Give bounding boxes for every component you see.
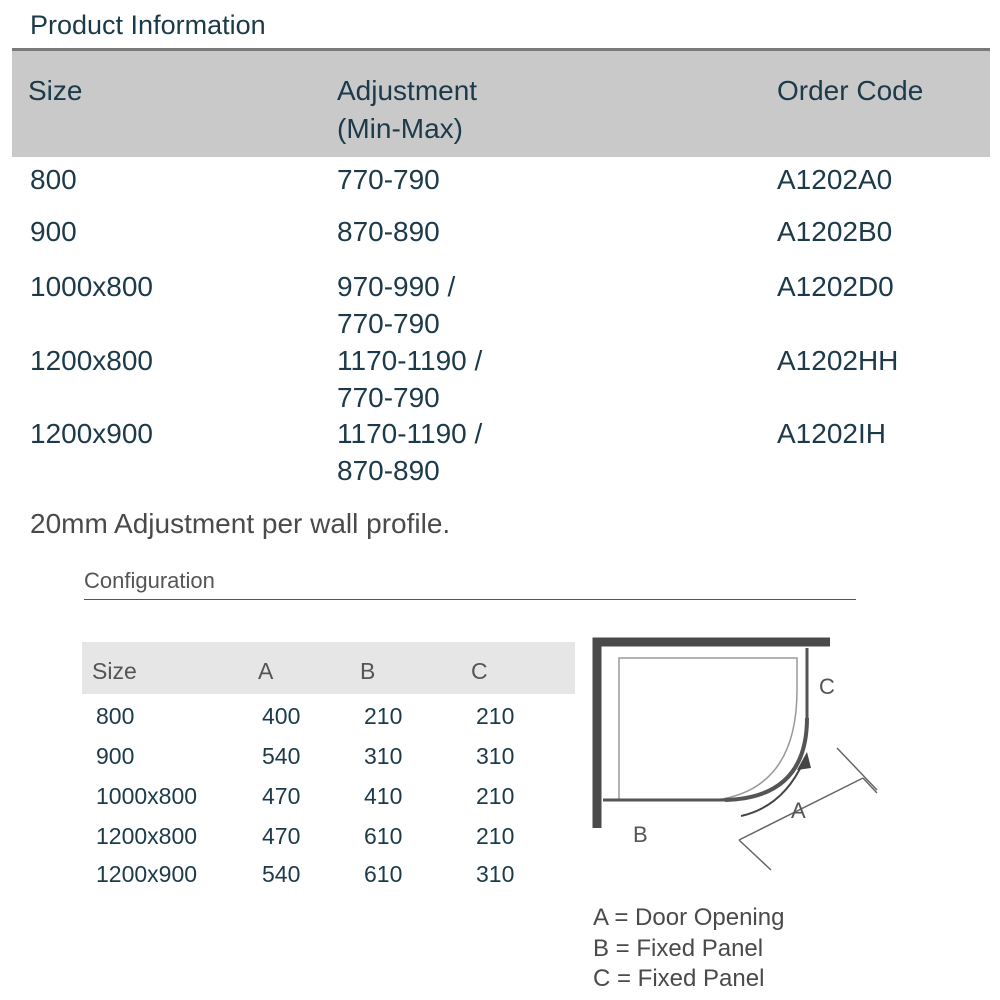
label-c: C [819,674,835,699]
product-row-adjustment-line2: 770-790 [337,382,440,413]
header-adjustment-sub: (Min-Max) [337,113,463,144]
shower-enclosure-diagram [585,630,895,900]
product-row-adjustment: 970-990 / [337,271,456,302]
adjustment-note: 20mm Adjustment per wall profile. [30,508,451,539]
label-b: B [633,822,648,847]
configuration-divider [84,599,856,600]
config-row-a: 540 [262,743,301,769]
config-header-c: C [471,658,488,684]
header-adjustment: Adjustment [337,75,478,106]
config-row-c: 310 [476,743,515,769]
config-row-b: 210 [364,703,403,729]
shower-tray-outline [619,658,797,800]
configuration-table-header [82,642,575,694]
dimension-extension-line [837,748,877,790]
product-row-adjustment: 1170-1190 / [337,345,483,376]
config-row-c: 210 [476,783,515,809]
config-row-a: 540 [262,861,301,887]
dimension-tick-left [739,840,771,870]
product-table-header [12,51,990,157]
config-header-b: B [360,658,376,684]
legend-item-b: B = Fixed Panel [593,935,764,962]
product-row-size: 1200x900 [30,418,154,449]
config-row-c: 210 [476,823,515,849]
product-row-code: A1202HH [777,345,899,376]
config-row-size: 1000x800 [96,783,198,809]
config-row-b: 610 [364,823,403,849]
config-row-c: 210 [476,703,515,729]
dimension-tick-right [863,778,877,793]
product-row-code: A1202D0 [777,271,894,302]
config-row-a: 470 [262,783,301,809]
product-row-adjustment-line2: 770-790 [337,308,440,339]
config-row-b: 610 [364,861,403,887]
product-row-adjustment: 1170-1190 / [337,418,483,449]
config-row-a: 470 [262,823,301,849]
config-header-size: Size [92,658,137,684]
product-row-size: 900 [30,216,77,247]
product-information-title: Product Information [30,10,266,40]
config-row-a: 400 [262,703,301,729]
product-row-adjustment: 770-790 [337,164,440,195]
config-row-size: 1200x800 [96,823,198,849]
config-row-b: 310 [364,743,403,769]
product-row-adjustment-line2: 870-890 [337,455,440,486]
config-row-size: 800 [96,703,135,729]
product-row-code: A1202B0 [777,216,893,247]
config-row-size: 1200x900 [96,861,198,887]
config-row-size: 900 [96,743,135,769]
product-row-adjustment: 870-890 [337,216,440,247]
label-a: A [791,798,806,823]
config-row-c: 310 [476,861,515,887]
legend-item-c: C = Fixed Panel [593,965,765,992]
legend-item-a: A = Door Opening [593,904,785,931]
config-header-a: A [258,658,274,684]
product-row-size: 1200x800 [30,345,154,376]
configuration-title: Configuration [84,568,215,593]
product-row-size: 1000x800 [30,271,154,302]
header-order-code: Order Code [777,75,924,106]
header-size: Size [28,75,83,106]
product-row-code: A1202IH [777,418,886,449]
product-row-code: A1202A0 [777,164,893,195]
config-row-b: 410 [364,783,403,809]
curved-door [725,718,807,800]
product-row-size: 800 [30,164,77,195]
